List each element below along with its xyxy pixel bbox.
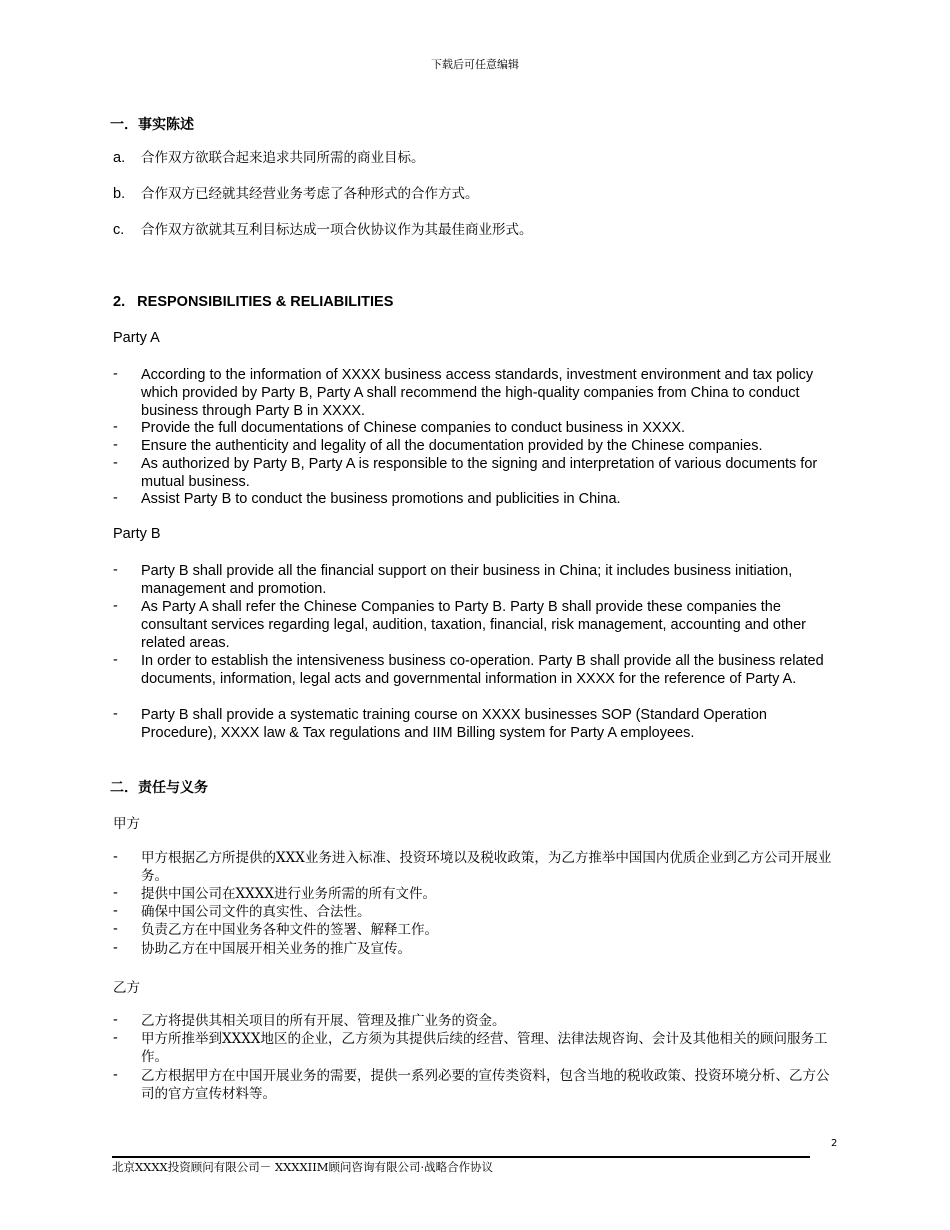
party-a-label: Party A bbox=[113, 330, 160, 346]
jia-label: 甲方 bbox=[113, 816, 140, 832]
item-text: 确保中国公司文件的真实性、合法性。 bbox=[141, 904, 371, 920]
item-marker: - bbox=[113, 419, 118, 435]
item-text: Party B shall provide a systematic training course on XXXX businesses SOP (Standard Operation Procedure), XXXX law & Tax regulations and IIM Billing system for Party A employees. bbox=[141, 707, 767, 741]
item-marker: - bbox=[113, 366, 118, 382]
party-b-label: Party B bbox=[113, 526, 161, 542]
item-text: According to the information of XXXX business access standards, investment environment and tax policy which provided by Party B, Party A shall recommend the high-quality companies from China to conduct business through Party B in XXXX. bbox=[141, 367, 814, 419]
item-marker: b. bbox=[113, 186, 126, 202]
item-marker: - bbox=[113, 437, 118, 453]
item-marker: a. bbox=[113, 150, 126, 166]
item-text: 甲方所推举到XXXX地区的企业，乙方须为其提供后续的经营、管理、法律法规咨询、会计及其他相关的顾问服务工作。 bbox=[141, 1031, 828, 1065]
item-text: 提供中国公司在XXXX进行业务所需的所有文件。 bbox=[141, 886, 436, 902]
footer-text: 北京XXXX投资顾问有限公司－ XXXXIIM顾问咨询有限公司·战略合作协议 bbox=[112, 1160, 494, 1174]
item-text: As authorized by Party B, Party A is responsible to the signing and interpretation of various documents for mutual business. bbox=[141, 456, 818, 490]
item-marker: - bbox=[113, 940, 118, 956]
item-text: Party B shall provide all the financial support on their business in China; it includes business initiation, management and promotion. bbox=[141, 563, 793, 597]
item-text: Ensure the authenticity and legality of all the documentation provided by the Chinese companies. bbox=[141, 438, 763, 454]
item-marker: - bbox=[113, 598, 118, 614]
item-marker: - bbox=[113, 1012, 118, 1028]
page-header: 下载后可任意编辑 bbox=[431, 58, 519, 71]
item-text: 协助乙方在中国展开相关业务的推广及宣传。 bbox=[141, 941, 411, 957]
item-marker: - bbox=[113, 849, 118, 865]
item-marker: - bbox=[113, 903, 118, 919]
item-text: 负责乙方在中国业务各种文件的签署、解释工作。 bbox=[141, 922, 438, 938]
item-marker: - bbox=[113, 706, 118, 722]
item-marker: - bbox=[113, 1030, 118, 1046]
item-text: 合作双方已经就其经营业务考虑了各种形式的合作方式。 bbox=[141, 186, 479, 202]
section-heading-facts: 一．事实陈述 bbox=[110, 117, 194, 133]
item-marker: - bbox=[113, 455, 118, 471]
item-marker: - bbox=[113, 885, 118, 901]
item-text: 乙方根据甲方在中国开展业务的需要，提供一系列必要的宣传类资料，包含当地的税收政策、投资环境分析、乙方公司的官方宣传材料等。 bbox=[141, 1068, 830, 1102]
item-marker: - bbox=[113, 921, 118, 937]
section-heading-obligations: 二．责任与义务 bbox=[110, 780, 208, 796]
item-marker: - bbox=[113, 562, 118, 578]
item-text: Assist Party B to conduct the business promotions and publicities in China. bbox=[141, 491, 621, 507]
item-text: As Party A shall refer the Chinese Companies to Party B. Party B shall provide these companies the consultant services regarding legal, audition, taxation, financial, risk management, accounting and other related areas. bbox=[141, 599, 806, 651]
item-marker: - bbox=[113, 490, 118, 506]
item-text: 合作双方欲就其互利目标达成一项合伙协议作为其最佳商业形式。 bbox=[141, 222, 533, 238]
item-marker: - bbox=[113, 1067, 118, 1083]
yi-label: 乙方 bbox=[113, 980, 140, 996]
item-text: 甲方根据乙方所提供的XXX业务进入标准、投资环境以及税收政策，为乙方推举中国国内优质企业到乙方公司开展业务。 bbox=[141, 850, 832, 884]
item-text: 合作双方欲联合起来追求共同所需的商业目标。 bbox=[141, 150, 425, 166]
item-text: Provide the full documentations of Chinese companies to conduct business in XXXX. bbox=[141, 420, 686, 436]
item-text: 乙方将提供其相关项目的所有开展、管理及推广业务的资金。 bbox=[141, 1013, 506, 1029]
item-text: In order to establish the intensiveness business co-operation. Party B shall provide all the business related documents, information, legal acts and governmental information in XXXX for the reference of Party A. bbox=[141, 653, 824, 687]
item-marker: - bbox=[113, 652, 118, 668]
footer-divider bbox=[112, 1156, 810, 1158]
section-heading-responsibilities: 2. RESPONSIBILITIES & RELIABILITIES bbox=[113, 294, 394, 310]
page-number: 2 bbox=[831, 1138, 838, 1149]
item-marker: c. bbox=[113, 222, 125, 238]
